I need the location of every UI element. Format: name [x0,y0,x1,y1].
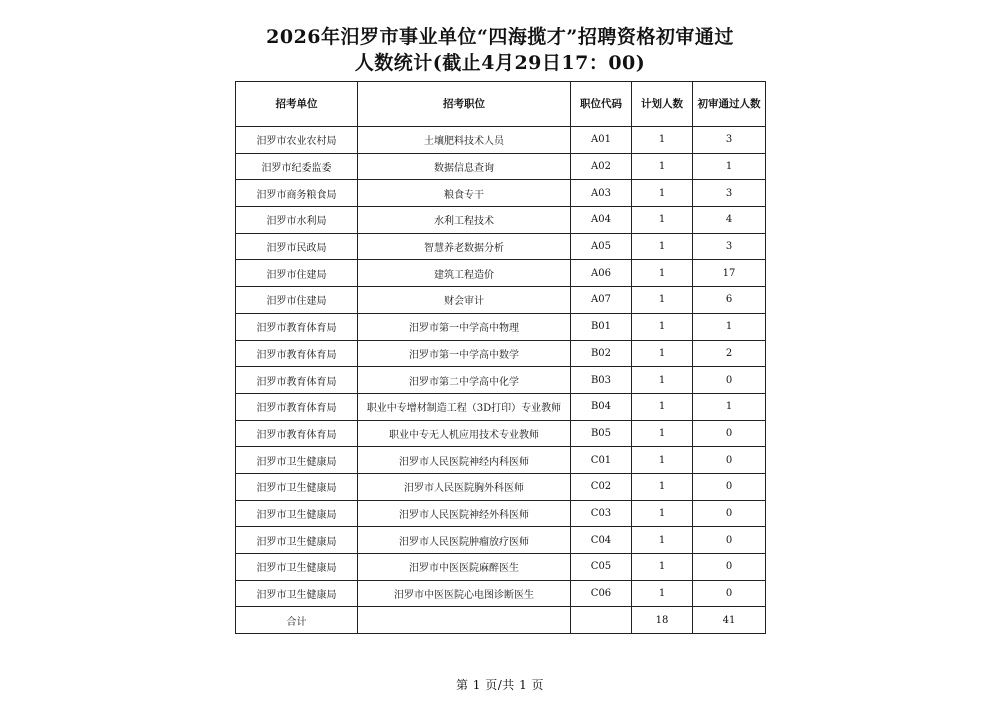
cell-code: A05 [571,233,632,260]
cell-unit: 汨罗市水利局 [236,207,358,234]
table-header-row [236,82,766,127]
table-row [236,500,766,527]
cell-unit: 汨罗市教育体育局 [236,313,358,340]
cell-unit: 汨罗市纪委监委 [236,153,358,180]
cell-unit: 汨罗市农业农村局 [236,127,358,154]
cell-passed: 6 [693,287,766,314]
cell-unit: 合计 [236,607,358,634]
cell-code: B02 [571,340,632,367]
cell-planned: 1 [632,207,693,234]
table-row [236,367,766,394]
cell-planned: 1 [632,340,693,367]
cell-position: 汨罗市第一中学高中物理 [358,313,571,340]
cell-code: A06 [571,260,632,287]
cell-position: 汨罗市中医医院心电图诊断医生 [358,580,571,607]
cell-code: A03 [571,180,632,207]
cell-position: 水利工程技术 [358,207,571,234]
table-row [236,580,766,607]
cell-position: 汨罗市中医医院麻醉医生 [358,554,571,581]
cell-code: C04 [571,527,632,554]
cell-position: 汨罗市第一中学高中数学 [358,340,571,367]
cell-planned: 1 [632,500,693,527]
cell-position: 财会审计 [358,287,571,314]
cell-unit: 汨罗市住建局 [236,287,358,314]
cell-planned: 1 [632,153,693,180]
cell-code: C03 [571,500,632,527]
table-row [236,153,766,180]
cell-planned: 1 [632,287,693,314]
cell-passed: 1 [693,153,766,180]
table-row [236,260,766,287]
table-row [236,127,766,154]
document-title [0,24,1000,76]
cell-passed: 0 [693,580,766,607]
cell-passed: 0 [693,473,766,500]
cell-unit: 汨罗市住建局 [236,260,358,287]
table-row [236,287,766,314]
cell-code: A04 [571,207,632,234]
cell-code: B05 [571,420,632,447]
cell-planned: 1 [632,367,693,394]
title-line-2: 人数统计(截止4月29日17：00) [354,52,646,74]
cell-position: 粮食专干 [358,180,571,207]
cell-unit: 汨罗市商务粮食局 [236,180,358,207]
header-position: 招考职位 [358,82,571,127]
table-row [236,527,766,554]
table-body [236,127,766,634]
table-row [236,340,766,367]
cell-passed: 3 [693,127,766,154]
cell-unit: 汨罗市卫生健康局 [236,580,358,607]
cell-code: C05 [571,554,632,581]
title-line-1: 2026年汨罗市事业单位“四海揽才”招聘资格初审通过 [266,26,734,48]
cell-unit: 汨罗市教育体育局 [236,393,358,420]
table-row [236,207,766,234]
cell-code: C06 [571,580,632,607]
cell-position: 职业中专增材制造工程（3D打印）专业教师 [358,393,571,420]
cell-passed: 17 [693,260,766,287]
cell-unit: 汨罗市卫生健康局 [236,554,358,581]
header-planned: 计划人数 [632,82,693,127]
page-footer: 第 1 页/共 1 页 [455,678,545,692]
cell-planned: 1 [632,527,693,554]
cell-planned: 1 [632,260,693,287]
cell-planned: 1 [632,447,693,474]
cell-unit: 汨罗市卫生健康局 [236,500,358,527]
cell-planned: 1 [632,420,693,447]
cell-passed: 0 [693,447,766,474]
cell-passed: 41 [693,607,766,634]
cell-planned: 1 [632,473,693,500]
table-row [236,233,766,260]
header-passed: 初审通过人数 [693,82,766,127]
cell-position: 智慧养老数据分析 [358,233,571,260]
cell-planned: 1 [632,393,693,420]
table-row [236,473,766,500]
cell-unit: 汨罗市卫生健康局 [236,527,358,554]
table-row [236,393,766,420]
cell-planned: 18 [632,607,693,634]
cell-code: A02 [571,153,632,180]
cell-position: 建筑工程造价 [358,260,571,287]
cell-passed: 0 [693,554,766,581]
cell-position: 数据信息查询 [358,153,571,180]
cell-unit: 汨罗市教育体育局 [236,340,358,367]
cell-position: 汨罗市第二中学高中化学 [358,367,571,394]
cell-position: 汨罗市人民医院肿瘤放疗医师 [358,527,571,554]
cell-code: A01 [571,127,632,154]
cell-unit: 汨罗市教育体育局 [236,367,358,394]
cell-unit: 汨罗市教育体育局 [236,420,358,447]
cell-passed: 4 [693,207,766,234]
cell-code: B04 [571,393,632,420]
cell-code [571,607,632,634]
cell-position: 汨罗市人民医院神经内科医师 [358,447,571,474]
cell-planned: 1 [632,554,693,581]
cell-position: 土壤肥料技术人员 [358,127,571,154]
header-unit: 招考单位 [236,82,358,127]
statistics-table [235,81,766,634]
cell-passed: 0 [693,500,766,527]
table-row [236,447,766,474]
cell-planned: 1 [632,580,693,607]
cell-position [358,607,571,634]
cell-planned: 1 [632,127,693,154]
cell-position: 汨罗市人民医院神经外科医师 [358,500,571,527]
table-row [236,420,766,447]
cell-passed: 0 [693,527,766,554]
cell-passed: 1 [693,393,766,420]
cell-unit: 汨罗市卫生健康局 [236,473,358,500]
cell-passed: 3 [693,233,766,260]
cell-code: A07 [571,287,632,314]
cell-position: 汨罗市人民医院胸外科医师 [358,473,571,500]
cell-unit: 汨罗市卫生健康局 [236,447,358,474]
cell-code: C01 [571,447,632,474]
cell-code: B01 [571,313,632,340]
table-row [236,180,766,207]
cell-passed: 3 [693,180,766,207]
cell-planned: 1 [632,313,693,340]
table-row [236,554,766,581]
cell-passed: 0 [693,367,766,394]
cell-passed: 2 [693,340,766,367]
cell-passed: 0 [693,420,766,447]
cell-unit: 汨罗市民政局 [236,233,358,260]
cell-planned: 1 [632,180,693,207]
cell-passed: 1 [693,313,766,340]
table-total-row [236,607,766,634]
header-code: 职位代码 [571,82,632,127]
table-row [236,313,766,340]
cell-position: 职业中专无人机应用技术专业教师 [358,420,571,447]
cell-code: B03 [571,367,632,394]
cell-code: C02 [571,473,632,500]
cell-planned: 1 [632,233,693,260]
